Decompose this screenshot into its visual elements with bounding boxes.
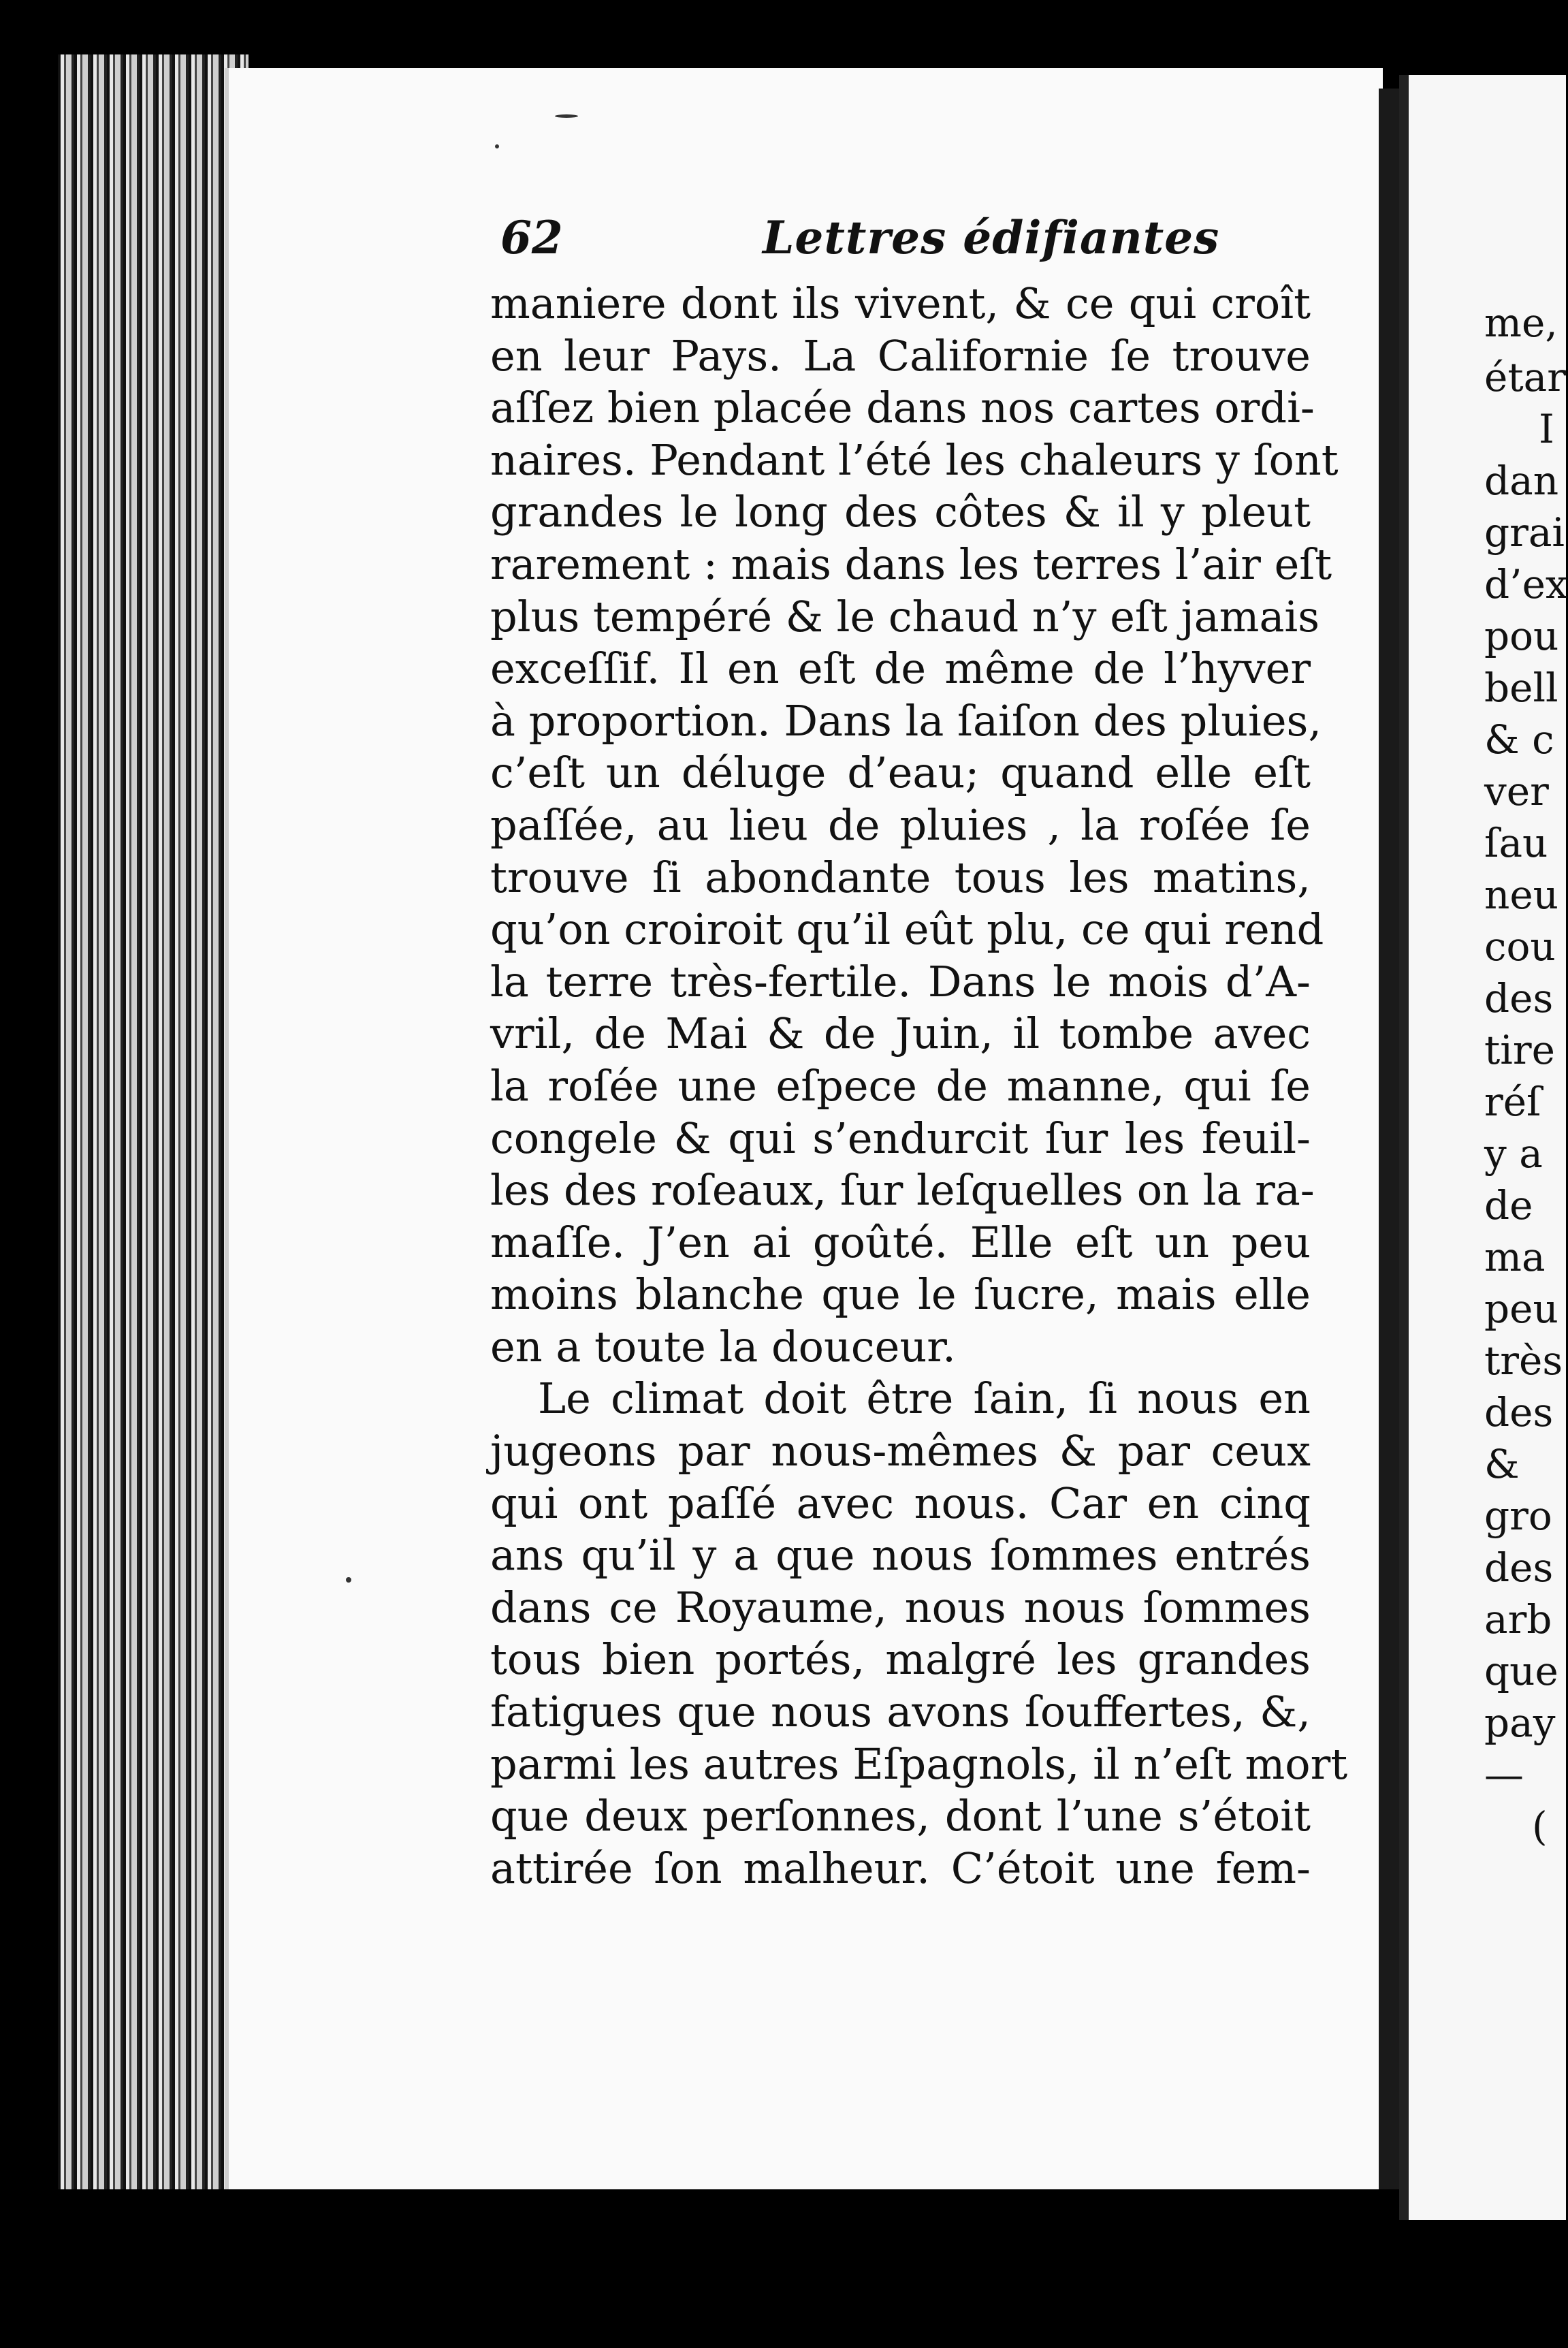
text-line: congele & qui s’endurcit ſur les feuil- bbox=[490, 1113, 1311, 1163]
right-page-fragment: ma bbox=[1484, 1234, 1546, 1280]
right-page-fragment: de bbox=[1484, 1182, 1533, 1228]
text-line: trouve ſi abondante tous les matins, bbox=[490, 852, 1311, 902]
text-line: tous bien portés, malgré les grandes bbox=[490, 1634, 1311, 1685]
right-page-fragment: ſau bbox=[1484, 820, 1548, 866]
page-header bbox=[500, 197, 1317, 272]
paper-speck bbox=[346, 1577, 351, 1583]
page-gutter-shadow bbox=[1379, 89, 1399, 2189]
text-line: plus tempéré & le chaud n’y eſt jamais bbox=[490, 591, 1320, 641]
right-page-fragment: pay bbox=[1484, 1700, 1556, 1746]
text-line: en a toute la douceur. bbox=[490, 1321, 956, 1371]
text-line: parmi les autres Eſpagnols, il n’eſt mort bbox=[490, 1739, 1348, 1789]
paragraph-start-line: Le climat doit être ſain, ſi nous en bbox=[538, 1374, 1311, 1424]
text-line: maſſe. J’en ai goûté. Elle eſt un peu bbox=[490, 1217, 1311, 1267]
right-page-fragment: — bbox=[1484, 1751, 1524, 1798]
right-page-fragment: me, bbox=[1484, 300, 1558, 346]
text-line: qu’on croiroit qu’il eût plu, ce qui rend bbox=[490, 904, 1324, 955]
right-page-fragment: que bbox=[1484, 1648, 1558, 1694]
text-line: à proportion. Dans la ſaiſon des pluies, bbox=[490, 695, 1322, 746]
right-page-fragment: cou bbox=[1484, 923, 1556, 970]
right-page-fragment: y a bbox=[1484, 1130, 1543, 1177]
right-page-fragment: dan bbox=[1484, 458, 1559, 504]
right-page-fragment: pou bbox=[1484, 613, 1559, 659]
right-page-fragment: ( bbox=[1532, 1803, 1548, 1850]
text-line: maniere dont ils vivent, & ce qui croît bbox=[490, 279, 1311, 328]
right-page-fragment: des bbox=[1484, 1389, 1554, 1435]
text-line: dans ce Royaume, nous nous ſommes bbox=[490, 1582, 1311, 1632]
text-line: rarement : mais dans les terres l’air eſt bbox=[490, 539, 1332, 589]
right-page-fragment: bell bbox=[1484, 665, 1558, 711]
running-title: Lettres édifiantes bbox=[763, 211, 1220, 264]
paper-speck bbox=[555, 114, 578, 118]
right-page-fragment: réſ bbox=[1484, 1079, 1541, 1125]
right-page-fragment: d’ex bbox=[1484, 561, 1568, 607]
right-page-fragment: étar bbox=[1484, 354, 1566, 400]
text-line: la terre très-fertile. Dans le mois d’A- bbox=[490, 956, 1311, 1006]
right-page-fragment: très bbox=[1484, 1337, 1563, 1384]
text-line: paſſée, au lieu de pluies , la roſée ſe bbox=[490, 799, 1311, 850]
right-page-fragment: grai bbox=[1484, 509, 1565, 556]
text-line: moins blanche que le ſucre, mais elle bbox=[490, 1269, 1311, 1320]
text-line: jugeons par nous-mêmes & par ceux bbox=[490, 1426, 1311, 1476]
text-line: que deux perſonnes, dont l’une s’étoit bbox=[490, 1791, 1311, 1841]
text-line: attirée ſon malheur. C’étoit une fem- bbox=[490, 1843, 1311, 1893]
right-page-fragment: des bbox=[1484, 975, 1554, 1021]
page-number: 62 bbox=[500, 211, 563, 264]
right-page-fragment: neu bbox=[1484, 872, 1559, 918]
right-page-fragment: des bbox=[1484, 1544, 1554, 1591]
right-page-fragment: & bbox=[1484, 1441, 1520, 1487]
right-page-fragment: & c bbox=[1484, 716, 1554, 763]
text-line: fatigues que nous avons ſouffertes, &, bbox=[490, 1687, 1311, 1737]
right-page-fragment: tire bbox=[1484, 1027, 1555, 1073]
right-page-fragment: arb bbox=[1484, 1596, 1552, 1643]
text-line: exceſſif. Il en eſt de même de l’hyver bbox=[490, 644, 1311, 694]
text-line: vril, de Mai & de Juin, il tombe avec bbox=[490, 1009, 1311, 1059]
body-text bbox=[490, 278, 1348, 1894]
text-line: qui ont paſſé avec nous. Car en cinq bbox=[490, 1478, 1311, 1528]
text-line: naires. Pendant l’été les chaleurs y ſont bbox=[490, 434, 1339, 485]
right-page-fragment: gro bbox=[1484, 1493, 1552, 1539]
text-line: grandes le long des côtes & il y pleut bbox=[490, 487, 1311, 537]
right-page-fragment: peu bbox=[1484, 1286, 1558, 1332]
book-page-edges bbox=[58, 54, 249, 2189]
text-line: c’eſt un déluge d’eau; quand elle eſt bbox=[490, 748, 1311, 798]
text-line: les des roſeaux, ſur leſquelles on la ra- bbox=[490, 1165, 1315, 1216]
text-line: la roſée une eſpece de manne, qui ſe bbox=[490, 1060, 1311, 1111]
text-line: aſſez bien placée dans nos cartes ordi- bbox=[490, 383, 1315, 433]
text-line: ans qu’il y a que nous ſommes entrés bbox=[490, 1530, 1311, 1581]
right-page-fragment: ver bbox=[1484, 768, 1549, 814]
right-page-fragment: I bbox=[1539, 406, 1554, 452]
text-line: en leur Pays. La Californie ſe trouve bbox=[490, 330, 1311, 381]
paper-speck bbox=[495, 144, 499, 148]
